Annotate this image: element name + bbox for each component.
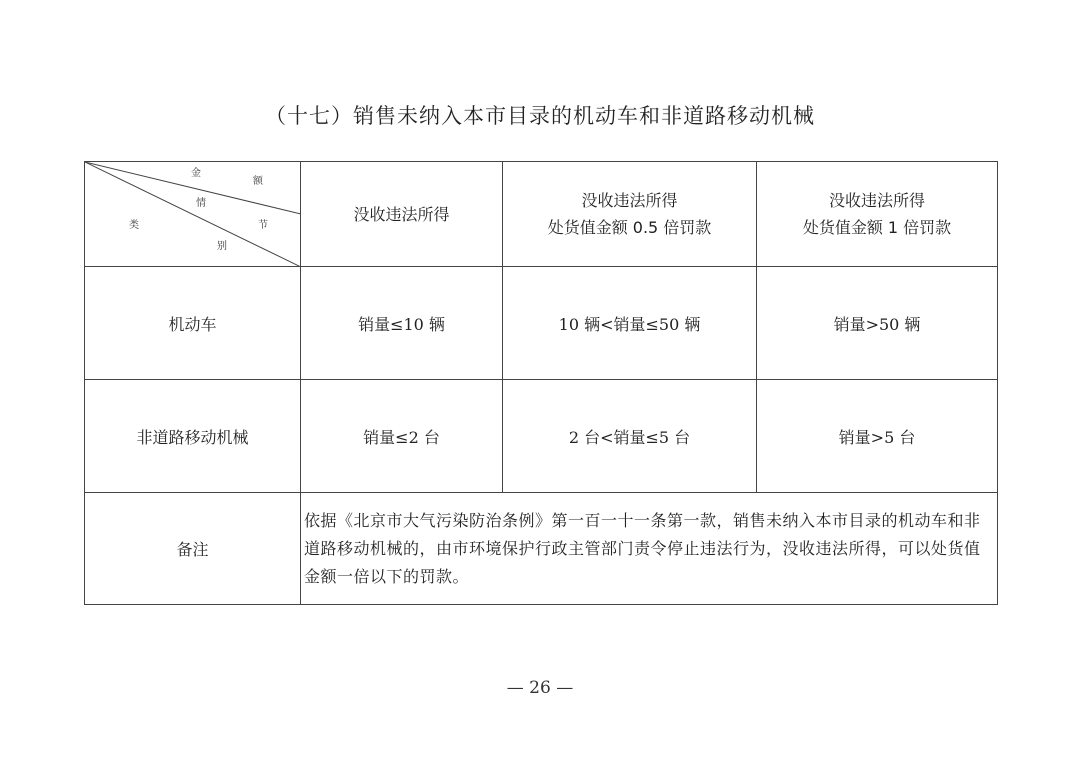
table-cell: 10 辆<销量≤50 辆: [503, 267, 757, 380]
corner-label-e: 额: [253, 176, 263, 187]
header-line: 处货值金额 1 倍罚款: [802, 218, 952, 237]
note-row: [85, 493, 998, 605]
penalty-table: [84, 161, 998, 605]
corner-label-qing: 情: [196, 198, 206, 209]
table-row: [85, 267, 998, 380]
row-label: 机动车: [85, 267, 301, 380]
header-row: [85, 162, 998, 267]
table-cell: 2 台<销量≤5 台: [503, 380, 757, 493]
corner-label-bie: 别: [217, 241, 227, 252]
diagonal-header-cell: [85, 162, 301, 267]
row-label: 非道路移动机械: [85, 380, 301, 493]
header-cell: [503, 162, 757, 267]
corner-label-jie: 节: [258, 220, 268, 231]
table-cell: 销量>50 辆: [757, 267, 998, 380]
table-cell: 销量≤10 辆: [301, 267, 503, 380]
page-number: — 26 —: [506, 678, 574, 698]
corner-label-jin: 金: [191, 168, 201, 179]
corner-label-lei: 类: [129, 220, 139, 231]
table-cell: 销量≤2 台: [301, 380, 503, 493]
header-line: 没收违法所得: [581, 191, 678, 210]
table-row: [85, 380, 998, 493]
note-text: 依据《北京市大气污染防治条例》第一百一十一条第一款，销售未纳入本市目录的机动车和非道路移动机械的，由市环境保护行政主管部门责令停止违法行为，没收违法所得，可以处货值金额一倍以下的罚款。: [301, 493, 998, 605]
note-label: 备注: [85, 493, 301, 605]
header-cell: [757, 162, 998, 267]
header-line: 没收违法所得: [828, 191, 925, 210]
header-cell: [301, 162, 503, 267]
document-title: （十七）销售未纳入本市目录的机动车和非道路移动机械: [265, 104, 815, 128]
header-line: 处货值金额 0.5 倍罚款: [547, 218, 712, 237]
header-line: 没收违法所得: [353, 204, 450, 224]
table-cell: 销量>5 台: [757, 380, 998, 493]
